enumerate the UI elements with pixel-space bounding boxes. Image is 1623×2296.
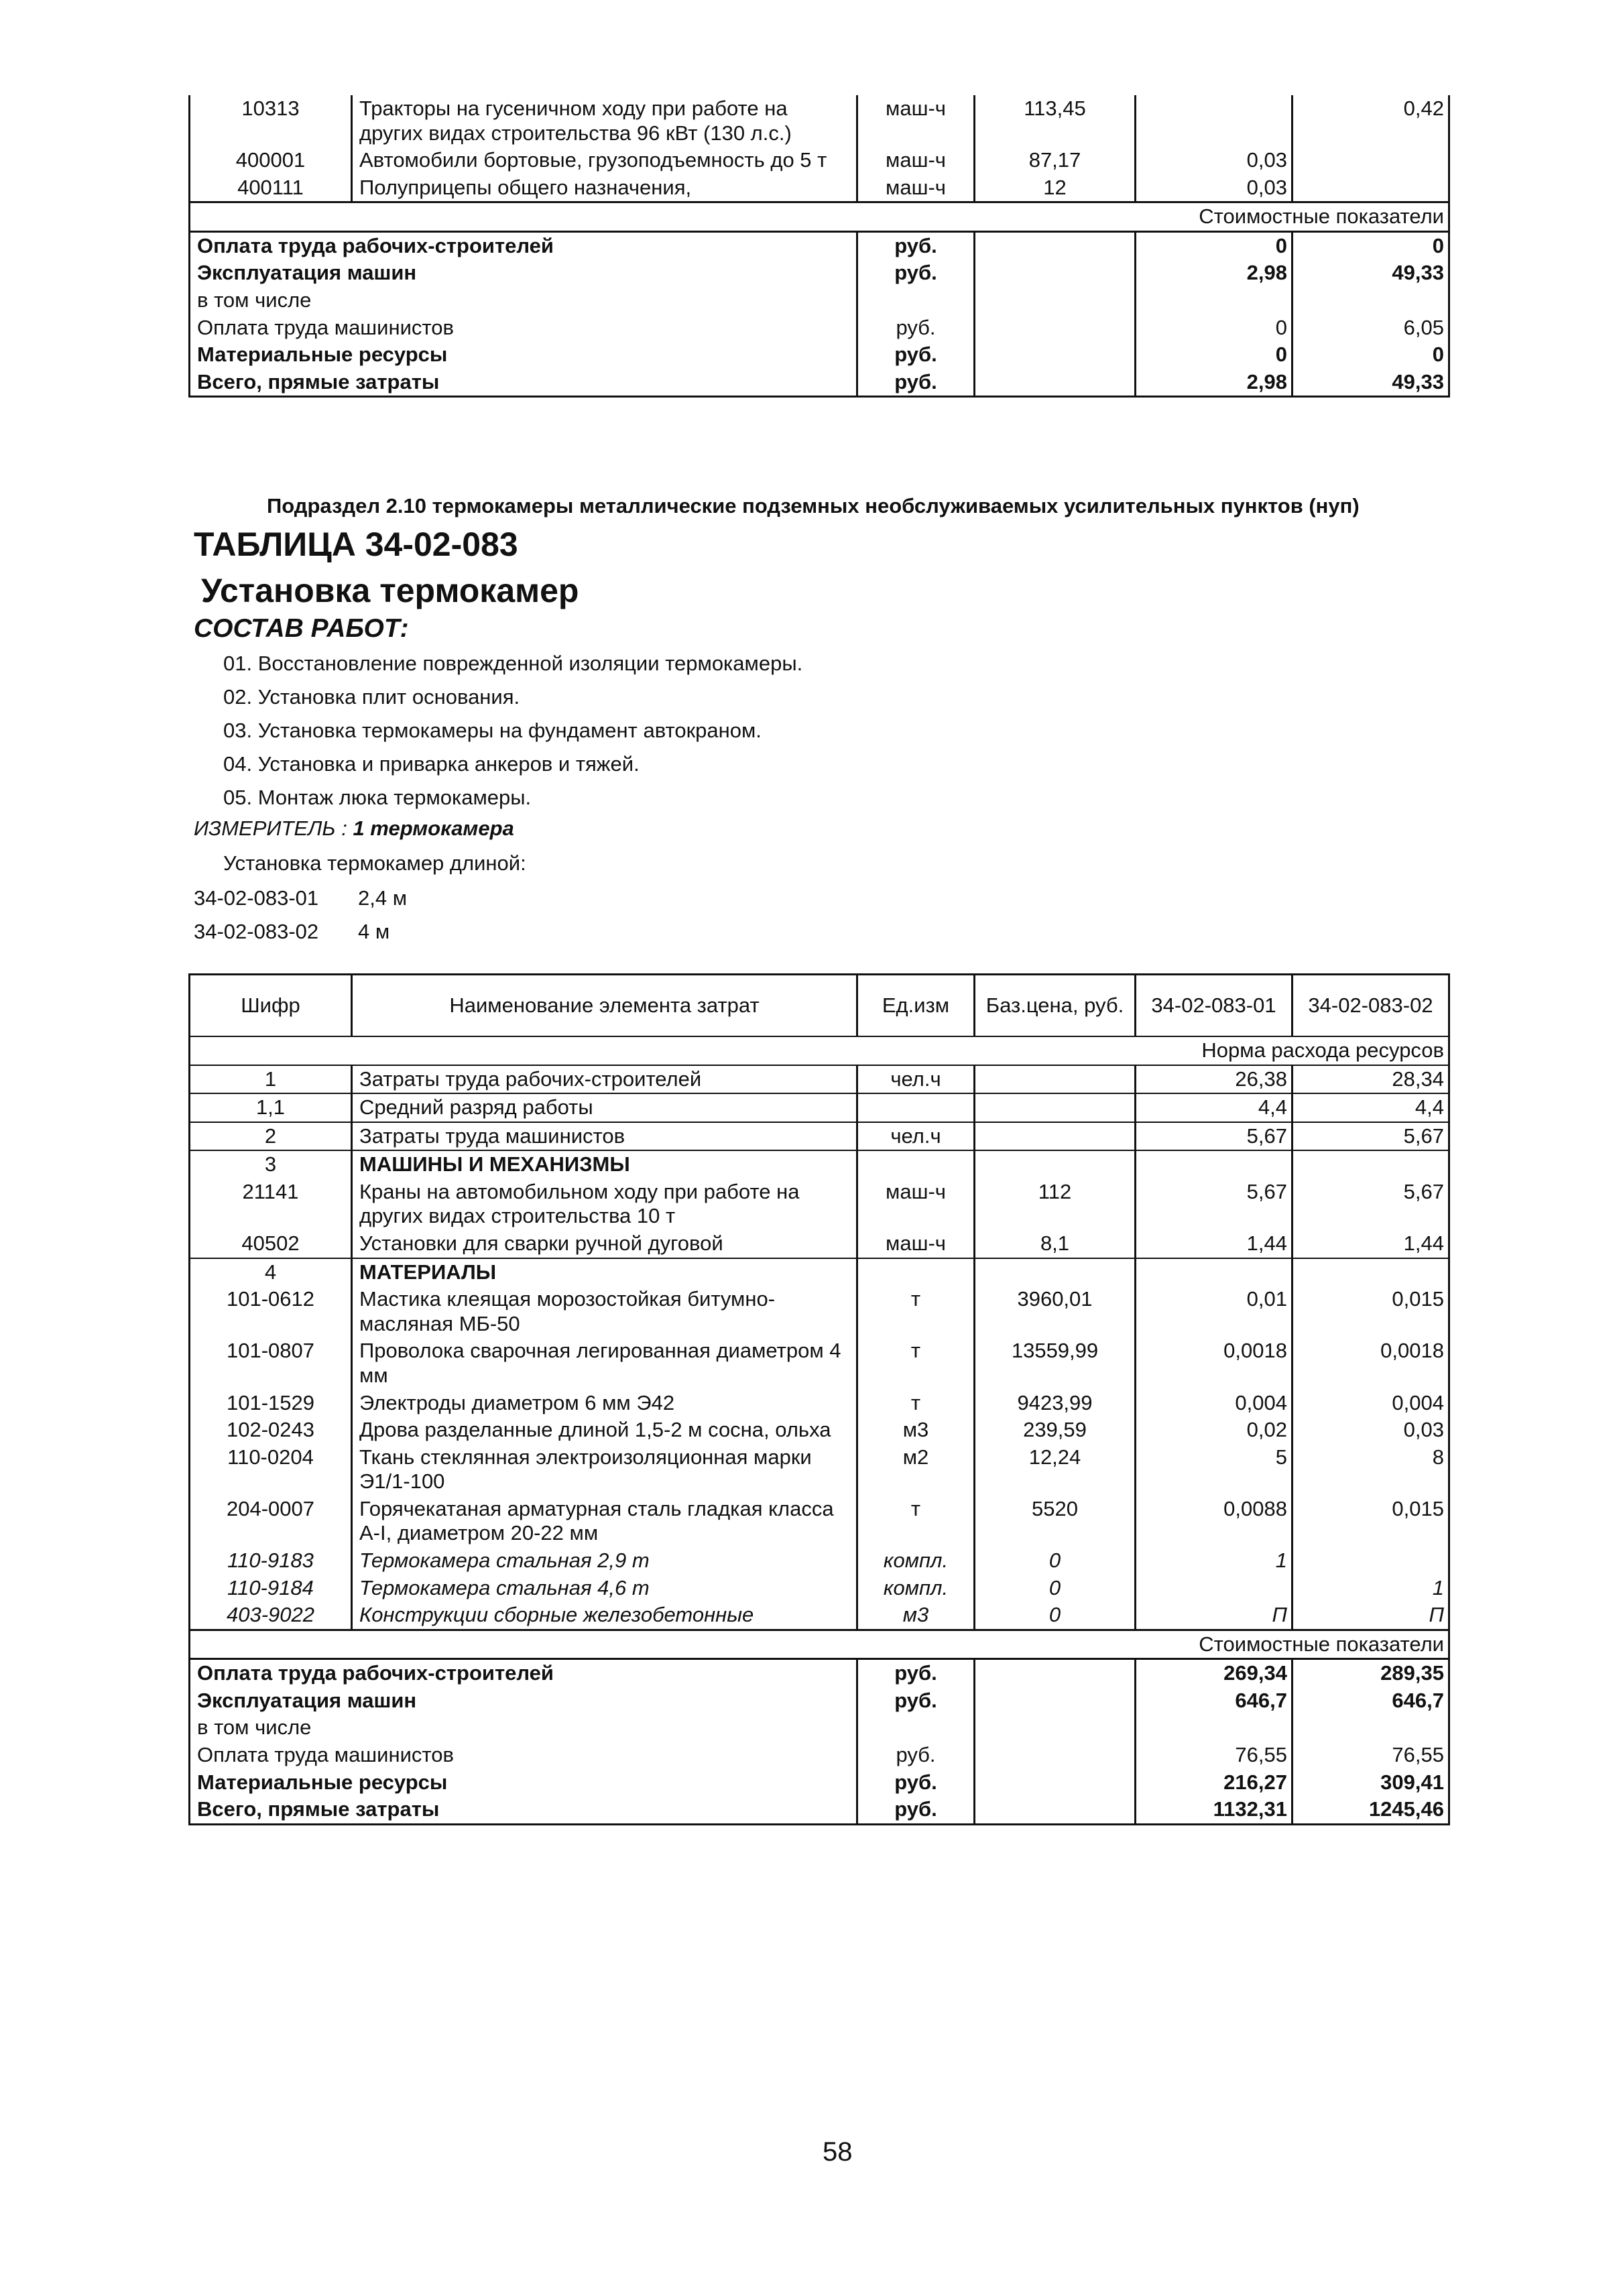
cost-row xyxy=(190,287,1449,314)
section-label: Стоимостные показатели xyxy=(190,1630,1449,1659)
cost-name: Эксплуатация машин xyxy=(190,1687,857,1715)
cost-name: в том числе xyxy=(190,1714,857,1742)
row-name: Полуприцепы общего назначения, xyxy=(352,174,857,202)
row-price: 0 xyxy=(975,1575,1136,1602)
row-value-2: 0,015 xyxy=(1293,1286,1449,1337)
work-item: 05. Монтаж люка термокамеры. xyxy=(223,786,532,809)
cost-unit xyxy=(857,1714,975,1742)
cost-row xyxy=(190,1742,1449,1769)
row-name: Горячекатаная арматурная сталь гладкая класса А-I, диаметром 20-22 мм xyxy=(352,1496,857,1547)
row-value-1 xyxy=(1136,95,1293,147)
row-value-2 xyxy=(1293,1547,1449,1575)
norm-row xyxy=(190,1036,1449,1065)
row-code: 101-1529 xyxy=(190,1390,352,1417)
row-unit xyxy=(857,1258,975,1286)
cost-price xyxy=(975,341,1136,369)
cost-name: в том числе xyxy=(190,287,857,314)
section-row xyxy=(190,202,1449,232)
cost-unit: руб. xyxy=(857,369,975,397)
table-row xyxy=(190,1496,1449,1547)
row-value-2: П xyxy=(1293,1602,1449,1630)
row-unit: м3 xyxy=(857,1602,975,1630)
cost-value-2: 0 xyxy=(1293,231,1449,259)
row-unit: т xyxy=(857,1286,975,1337)
row-unit: маш-ч xyxy=(857,147,975,174)
table-row xyxy=(190,1258,1449,1286)
row-value-2: 0,42 xyxy=(1293,95,1449,147)
table-title: ТАБЛИЦА 34-02-083 xyxy=(194,526,518,563)
row-unit xyxy=(857,1150,975,1179)
cost-value-1: 76,55 xyxy=(1136,1742,1293,1769)
row-price: 239,59 xyxy=(975,1416,1136,1444)
cost-value-2 xyxy=(1293,1714,1449,1742)
cost-value-2: 49,33 xyxy=(1293,259,1449,287)
cost-price xyxy=(975,369,1136,397)
row-code: 204-0007 xyxy=(190,1496,352,1547)
cost-value-2: 646,7 xyxy=(1293,1687,1449,1715)
row-name: Автомобили бортовые, грузоподъемность до 5 т xyxy=(352,147,857,174)
row-code: 101-0612 xyxy=(190,1286,352,1337)
cost-price xyxy=(975,287,1136,314)
cost-row xyxy=(190,314,1449,342)
row-code: 40502 xyxy=(190,1230,352,1258)
row-unit: чел.ч xyxy=(857,1122,975,1151)
row-code: 102-0243 xyxy=(190,1416,352,1444)
row-value-1: 26,38 xyxy=(1136,1065,1293,1094)
row-price: 0 xyxy=(975,1547,1136,1575)
variants-intro: Установка термокамер длиной: xyxy=(223,851,526,875)
row-value-1: П xyxy=(1136,1602,1293,1630)
cost-unit xyxy=(857,287,975,314)
table-row xyxy=(190,1093,1449,1122)
row-unit: маш-ч xyxy=(857,1179,975,1230)
cost-name: Оплата труда рабочих-строителей xyxy=(190,1659,857,1687)
row-price: 12 xyxy=(975,174,1136,202)
row-code: 21141 xyxy=(190,1179,352,1230)
row-value-1: 0,01 xyxy=(1136,1286,1293,1337)
row-value-2: 5,67 xyxy=(1293,1179,1449,1230)
row-name: Тракторы на гусеничном ходу при работе на других видах строительства 96 кВт (130 л.с.) xyxy=(352,95,857,147)
cost-value-2: 289,35 xyxy=(1293,1659,1449,1687)
cost-price xyxy=(975,1796,1136,1824)
norm-label: Норма расхода ресурсов xyxy=(190,1036,1449,1065)
row-name: МАТЕРИАЛЫ xyxy=(352,1258,857,1286)
row-code: 110-9183 xyxy=(190,1547,352,1575)
row-value-1 xyxy=(1136,1258,1293,1286)
cost-name: Материальные ресурсы xyxy=(190,341,857,369)
row-unit xyxy=(857,1093,975,1122)
row-value-1: 1,44 xyxy=(1136,1230,1293,1258)
meter-line xyxy=(194,817,514,841)
column-header: 34-02-083-01 xyxy=(1136,975,1293,1037)
variant-code: 34-02-083-02 xyxy=(194,920,319,943)
row-code: 1 xyxy=(190,1065,352,1094)
row-name: Ткань стеклянная электроизоляционная марки Э1/1-100 xyxy=(352,1444,857,1496)
row-value-1: 1 xyxy=(1136,1547,1293,1575)
row-unit: т xyxy=(857,1337,975,1389)
cost-unit: руб. xyxy=(857,341,975,369)
row-price xyxy=(975,1093,1136,1122)
row-value-2 xyxy=(1293,1150,1449,1179)
row-code: 403-9022 xyxy=(190,1602,352,1630)
table-row xyxy=(190,1337,1449,1389)
row-price: 0 xyxy=(975,1602,1136,1630)
cost-value-2: 309,41 xyxy=(1293,1769,1449,1797)
row-name: МАШИНЫ И МЕХАНИЗМЫ xyxy=(352,1150,857,1179)
table-row xyxy=(190,1575,1449,1602)
row-unit: м3 xyxy=(857,1416,975,1444)
table-row xyxy=(190,1390,1449,1417)
row-code: 3 xyxy=(190,1150,352,1179)
row-code: 2 xyxy=(190,1122,352,1151)
row-value-2: 5,67 xyxy=(1293,1122,1449,1151)
cost-row xyxy=(190,1796,1449,1824)
table-row xyxy=(190,1179,1449,1230)
cost-row xyxy=(190,369,1449,397)
table-row xyxy=(190,174,1449,202)
row-name: Мастика клеящая морозостойкая битумно-масляная МБ-50 xyxy=(352,1286,857,1337)
row-price: 9423,99 xyxy=(975,1390,1136,1417)
row-code: 1,1 xyxy=(190,1093,352,1122)
table-row xyxy=(190,1602,1449,1630)
row-code: 400001 xyxy=(190,147,352,174)
row-name: Конструкции сборные железобетонные xyxy=(352,1602,857,1630)
row-value-2: 0,004 xyxy=(1293,1390,1449,1417)
row-name: Электроды диаметром 6 мм Э42 xyxy=(352,1390,857,1417)
row-price: 5520 xyxy=(975,1496,1136,1547)
cost-price xyxy=(975,1769,1136,1797)
table-row xyxy=(190,1122,1449,1151)
row-value-1: 0,0088 xyxy=(1136,1496,1293,1547)
cost-value-1: 1132,31 xyxy=(1136,1796,1293,1824)
cost-price xyxy=(975,1687,1136,1715)
cost-row xyxy=(190,1769,1449,1797)
row-value-2: 8 xyxy=(1293,1444,1449,1496)
cost-unit: руб. xyxy=(857,1742,975,1769)
cost-value-2: 1245,46 xyxy=(1293,1796,1449,1824)
row-name: Проволока сварочная легированная диаметром 4 мм xyxy=(352,1337,857,1389)
row-name: Термокамера стальная 2,9 т xyxy=(352,1547,857,1575)
row-value-2: 0,03 xyxy=(1293,1416,1449,1444)
cost-row xyxy=(190,341,1449,369)
row-unit: м2 xyxy=(857,1444,975,1496)
row-price: 12,24 xyxy=(975,1444,1136,1496)
row-unit: маш-ч xyxy=(857,95,975,147)
row-value-2: 1,44 xyxy=(1293,1230,1449,1258)
row-code: 101-0807 xyxy=(190,1337,352,1389)
table-row xyxy=(190,1230,1449,1258)
meter-value: 1 термокамера xyxy=(353,817,514,840)
cost-price xyxy=(975,1659,1136,1687)
variant-code: 34-02-083-01 xyxy=(194,886,319,910)
cost-value-1 xyxy=(1136,1714,1293,1742)
row-price xyxy=(975,1122,1136,1151)
row-name: Термокамера стальная 4,6 т xyxy=(352,1575,857,1602)
row-unit: компл. xyxy=(857,1547,975,1575)
cost-value-2 xyxy=(1293,287,1449,314)
row-code: 400111 xyxy=(190,174,352,202)
row-name: Средний разряд работы xyxy=(352,1093,857,1122)
cost-name: Оплата труда машинистов xyxy=(190,314,857,342)
page-number: 58 xyxy=(823,2137,853,2167)
row-unit: компл. xyxy=(857,1575,975,1602)
row-value-1: 5,67 xyxy=(1136,1179,1293,1230)
cost-unit: руб. xyxy=(857,314,975,342)
cost-value-1: 216,27 xyxy=(1136,1769,1293,1797)
row-unit: т xyxy=(857,1496,975,1547)
row-name: Затраты труда машинистов xyxy=(352,1122,857,1151)
column-header: Ед.изм xyxy=(857,975,975,1037)
row-value-2 xyxy=(1293,147,1449,174)
header-row xyxy=(190,975,1449,1037)
row-name: Затраты труда рабочих-строителей xyxy=(352,1065,857,1094)
row-name: Дрова разделанные длиной 1,5-2 м сосна, ольха xyxy=(352,1416,857,1444)
work-item: 04. Установка и приварка анкеров и тяжей. xyxy=(223,752,640,776)
row-name: Установки для сварки ручной дуговой xyxy=(352,1230,857,1258)
row-code: 10313 xyxy=(190,95,352,147)
row-value-2 xyxy=(1293,174,1449,202)
row-value-2: 0,015 xyxy=(1293,1496,1449,1547)
cost-row xyxy=(190,1714,1449,1742)
work-title: Установка термокамер xyxy=(201,572,579,609)
table-row xyxy=(190,1286,1449,1337)
table-row xyxy=(190,1416,1449,1444)
row-value-1: 0,03 xyxy=(1136,147,1293,174)
cost-row xyxy=(190,231,1449,259)
cost-value-1: 646,7 xyxy=(1136,1687,1293,1715)
row-price: 112 xyxy=(975,1179,1136,1230)
section-row xyxy=(190,1630,1449,1659)
cost-value-2: 49,33 xyxy=(1293,369,1449,397)
row-price: 8,1 xyxy=(975,1230,1136,1258)
top-cost-table xyxy=(188,95,1450,398)
table-row xyxy=(190,147,1449,174)
row-unit: маш-ч xyxy=(857,174,975,202)
table-row xyxy=(190,1150,1449,1179)
row-value-1: 0,0018 xyxy=(1136,1337,1293,1389)
cost-unit: руб. xyxy=(857,259,975,287)
cost-unit: руб. xyxy=(857,231,975,259)
cost-name: Эксплуатация машин xyxy=(190,259,857,287)
table-row xyxy=(190,1444,1449,1496)
row-price: 3960,01 xyxy=(975,1286,1136,1337)
row-price xyxy=(975,1065,1136,1094)
table-row xyxy=(190,1065,1449,1094)
cost-value-1: 2,98 xyxy=(1136,369,1293,397)
work-item: 03. Установка термокамеры на фундамент автокраном. xyxy=(223,719,762,742)
column-header: Шифр xyxy=(190,975,352,1037)
row-price: 13559,99 xyxy=(975,1337,1136,1389)
row-value-2 xyxy=(1293,1258,1449,1286)
row-value-2: 0,0018 xyxy=(1293,1337,1449,1389)
subsection-heading: Подраздел 2.10 термокамеры металлические подземных необслуживаемых усилительных пунктов (нуп) xyxy=(267,494,1360,518)
cost-name: Оплата труда рабочих-строителей xyxy=(190,231,857,259)
row-price xyxy=(975,1258,1136,1286)
section-label: Стоимостные показатели xyxy=(190,202,1449,232)
row-value-1: 4,4 xyxy=(1136,1093,1293,1122)
variant-value: 2,4 м xyxy=(358,886,408,910)
cost-price xyxy=(975,231,1136,259)
meter-label: ИЗМЕРИТЕЛЬ : xyxy=(194,817,347,840)
row-value-1: 5 xyxy=(1136,1444,1293,1496)
row-value-1: 0,004 xyxy=(1136,1390,1293,1417)
row-value-2: 1 xyxy=(1293,1575,1449,1602)
cost-unit: руб. xyxy=(857,1659,975,1687)
cost-value-1: 269,34 xyxy=(1136,1659,1293,1687)
cost-name: Оплата труда машинистов xyxy=(190,1742,857,1769)
row-price: 87,17 xyxy=(975,147,1136,174)
variant-value: 4 м xyxy=(358,920,390,943)
work-item: 01. Восстановление поврежденной изоляции термокамеры. xyxy=(223,652,803,675)
column-header: Наименование элемента затрат xyxy=(352,975,857,1037)
cost-name: Всего, прямые затраты xyxy=(190,369,857,397)
cost-unit: руб. xyxy=(857,1769,975,1797)
row-value-1 xyxy=(1136,1575,1293,1602)
row-unit: т xyxy=(857,1390,975,1417)
cost-value-1: 2,98 xyxy=(1136,259,1293,287)
row-value-2: 4,4 xyxy=(1293,1093,1449,1122)
row-name: Краны на автомобильном ходу при работе на других видах строительства 10 т xyxy=(352,1179,857,1230)
cost-value-2: 76,55 xyxy=(1293,1742,1449,1769)
row-unit: маш-ч xyxy=(857,1230,975,1258)
cost-price xyxy=(975,259,1136,287)
cost-value-1: 0 xyxy=(1136,231,1293,259)
resource-table xyxy=(188,973,1450,1825)
row-code: 110-9184 xyxy=(190,1575,352,1602)
row-value-1 xyxy=(1136,1150,1293,1179)
column-header: Баз.цена, руб. xyxy=(975,975,1136,1037)
cost-value-1: 0 xyxy=(1136,314,1293,342)
cost-row xyxy=(190,1687,1449,1715)
cost-unit: руб. xyxy=(857,1687,975,1715)
cost-value-1 xyxy=(1136,287,1293,314)
row-code: 110-0204 xyxy=(190,1444,352,1496)
table-row xyxy=(190,1547,1449,1575)
row-value-1: 5,67 xyxy=(1136,1122,1293,1151)
row-price xyxy=(975,1150,1136,1179)
cost-value-2: 0 xyxy=(1293,341,1449,369)
row-code: 4 xyxy=(190,1258,352,1286)
composition-label: СОСТАВ РАБОТ: xyxy=(194,614,409,643)
cost-price xyxy=(975,1742,1136,1769)
cost-row xyxy=(190,259,1449,287)
row-value-1: 0,03 xyxy=(1136,174,1293,202)
cost-price xyxy=(975,314,1136,342)
row-price: 113,45 xyxy=(975,95,1136,147)
row-value-2: 28,34 xyxy=(1293,1065,1449,1094)
cost-name: Материальные ресурсы xyxy=(190,1769,857,1797)
row-unit: чел.ч xyxy=(857,1065,975,1094)
cost-name: Всего, прямые затраты xyxy=(190,1796,857,1824)
table-row xyxy=(190,95,1449,147)
column-header: 34-02-083-02 xyxy=(1293,975,1449,1037)
row-value-1: 0,02 xyxy=(1136,1416,1293,1444)
cost-unit: руб. xyxy=(857,1796,975,1824)
work-item: 02. Установка плит основания. xyxy=(223,685,520,709)
cost-row xyxy=(190,1659,1449,1687)
cost-price xyxy=(975,1714,1136,1742)
cost-value-1: 0 xyxy=(1136,341,1293,369)
cost-value-2: 6,05 xyxy=(1293,314,1449,342)
